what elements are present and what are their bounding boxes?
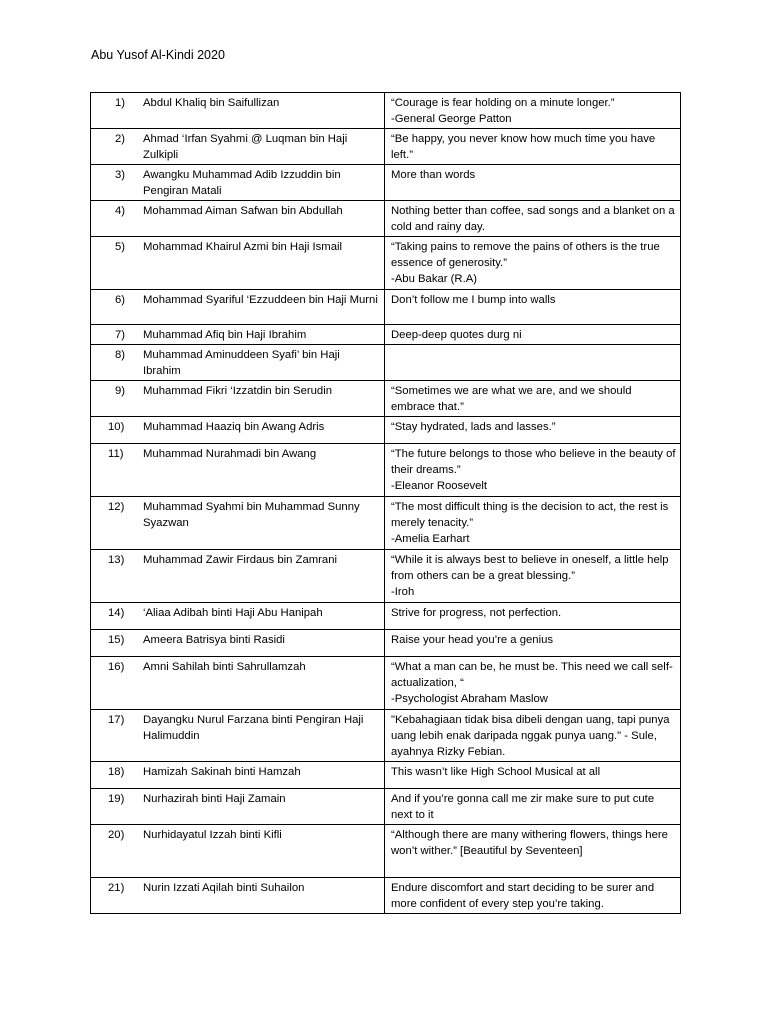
student-name-cell bbox=[91, 165, 385, 201]
student-name-cell bbox=[91, 603, 385, 630]
quote-cell: Don’t follow me I bump into walls bbox=[385, 290, 681, 325]
table-row bbox=[91, 630, 681, 657]
student-name: Muhammad Fikri ‘Izzatdin bin Serudin bbox=[143, 385, 332, 397]
student-name: Muhammad Syahmi bin Muhammad Sunny Syazwan bbox=[143, 501, 360, 529]
student-name-cell bbox=[91, 630, 385, 657]
row-number: 15) bbox=[108, 634, 125, 646]
row-number: 21) bbox=[108, 882, 125, 894]
student-name: Nurhidayatul Izzah binti Kifli bbox=[143, 829, 282, 841]
row-number: 1) bbox=[115, 97, 126, 109]
table-row bbox=[91, 93, 681, 129]
row-number: 13) bbox=[108, 554, 125, 566]
student-name-cell bbox=[91, 878, 385, 914]
student-name-cell bbox=[91, 345, 385, 381]
document-header: Abu Yusof Al-Kindi 2020 bbox=[91, 48, 225, 62]
student-name-cell bbox=[91, 762, 385, 789]
table-row bbox=[91, 657, 681, 710]
quote-cell: More than words bbox=[385, 165, 681, 201]
student-name-cell bbox=[91, 825, 385, 878]
quote-cell: Strive for progress, not perfection. bbox=[385, 603, 681, 630]
quote-cell: Nothing better than coffee, sad songs and a blanket on a cold and rainy day. bbox=[385, 201, 681, 237]
table-row bbox=[91, 762, 681, 789]
row-number: 11) bbox=[108, 448, 124, 460]
quote-cell: “Be happy, you never know how much time you have left.” bbox=[385, 129, 681, 165]
row-number: 8) bbox=[115, 349, 126, 361]
quotes-table-body bbox=[91, 93, 681, 914]
quote-cell: This wasn’t like High School Musical at all bbox=[385, 762, 681, 789]
table-row bbox=[91, 550, 681, 603]
table-row bbox=[91, 381, 681, 417]
quote-cell: “Courage is fear holding on a minute longer.” -General George Patton bbox=[385, 93, 681, 129]
table-row bbox=[91, 710, 681, 762]
row-number: 17) bbox=[108, 714, 125, 726]
student-name: Dayangku Nurul Farzana binti Pengiran Haji Halimuddin bbox=[143, 714, 364, 742]
quote-cell: “Sometimes we are what we are, and we should embrace that.” bbox=[385, 381, 681, 417]
quotes-table bbox=[90, 92, 681, 914]
student-name: Mohammad Aiman Safwan bin Abdullah bbox=[143, 205, 343, 217]
student-name: Abdul Khaliq bin Saifullizan bbox=[143, 97, 280, 109]
student-name-cell bbox=[91, 789, 385, 825]
student-name-cell bbox=[91, 325, 385, 345]
row-number: 16) bbox=[108, 661, 125, 673]
quote-cell: Deep-deep quotes durg ni bbox=[385, 325, 681, 345]
row-number: 10) bbox=[108, 421, 125, 433]
student-name-cell bbox=[91, 129, 385, 165]
table-row bbox=[91, 237, 681, 290]
quote-cell: “While it is always best to believe in oneself, a little help from others can be a great blessing.” -Iroh bbox=[385, 550, 681, 603]
row-number: 12) bbox=[108, 501, 125, 513]
row-number: 18) bbox=[108, 766, 125, 778]
student-name-cell bbox=[91, 657, 385, 710]
row-number: 4) bbox=[115, 205, 126, 217]
table-row bbox=[91, 165, 681, 201]
row-number: 9) bbox=[115, 385, 126, 397]
student-name-cell bbox=[91, 237, 385, 290]
table-row bbox=[91, 345, 681, 381]
table-row bbox=[91, 444, 681, 497]
student-name: Amni Sahilah binti Sahrullamzah bbox=[143, 661, 306, 673]
quote-cell: “Although there are many withering flowers, things here won’t wither.” [Beautiful by Seventeen] bbox=[385, 825, 681, 878]
row-number: 5) bbox=[115, 241, 126, 253]
quote-cell: “Stay hydrated, lads and lasses.” bbox=[385, 417, 681, 444]
row-number: 7) bbox=[115, 329, 126, 341]
quote-cell bbox=[385, 345, 681, 381]
student-name: Muhammad Afiq bin Haji Ibrahim bbox=[143, 329, 307, 341]
student-name: ‘Aliaa Adibah binti Haji Abu Hanipah bbox=[143, 607, 323, 619]
table-row bbox=[91, 129, 681, 165]
quote-cell: “The most difficult thing is the decision to act, the rest is merely tenacity.” -Amelia Earhart bbox=[385, 497, 681, 550]
student-name-cell bbox=[91, 201, 385, 237]
table-row bbox=[91, 825, 681, 878]
student-name: Nurhazirah binti Haji Zamain bbox=[143, 793, 286, 805]
student-name: Mohammad Syariful ‘Ezzuddeen bin Haji Murni bbox=[143, 294, 378, 306]
student-name-cell bbox=[91, 444, 385, 497]
student-name: Muhammad Zawir Firdaus bin Zamrani bbox=[143, 554, 337, 566]
student-name-cell bbox=[91, 290, 385, 325]
student-name-cell bbox=[91, 417, 385, 444]
quote-cell: Endure discomfort and start deciding to be surer and more confident of every step you’re taking. bbox=[385, 878, 681, 914]
table-row bbox=[91, 497, 681, 550]
table-row bbox=[91, 789, 681, 825]
student-name-cell bbox=[91, 381, 385, 417]
table-row bbox=[91, 325, 681, 345]
quote-cell: Raise your head you’re a genius bbox=[385, 630, 681, 657]
quote-cell: "Kebahagiaan tidak bisa dibeli dengan uang, tapi punya uang lebih enak daripada nggak punya uang." - Sule, ayahnya Rizky Febian. bbox=[385, 710, 681, 762]
student-name-cell bbox=[91, 550, 385, 603]
row-number: 2) bbox=[115, 133, 126, 145]
quote-cell: And if you’re gonna call me zir make sure to put cute next to it bbox=[385, 789, 681, 825]
table-row bbox=[91, 290, 681, 325]
student-name: Hamizah Sakinah binti Hamzah bbox=[143, 766, 301, 778]
quote-cell: “What a man can be, he must be. This need we call self-actualization, “ -Psychologist Abraham Maslow bbox=[385, 657, 681, 710]
student-name: Nurin Izzati Aqilah binti Suhailon bbox=[143, 882, 305, 894]
table-row bbox=[91, 603, 681, 630]
row-number: 3) bbox=[115, 169, 126, 181]
student-name-cell bbox=[91, 710, 385, 762]
quote-cell: “The future belongs to those who believe in the beauty of their dreams.” -Eleanor Roosevelt bbox=[385, 444, 681, 497]
student-name: Ameera Batrisya binti Rasidi bbox=[143, 634, 285, 646]
student-name-cell bbox=[91, 93, 385, 129]
row-number: 6) bbox=[115, 294, 126, 306]
table-row bbox=[91, 201, 681, 237]
row-number: 19) bbox=[108, 793, 125, 805]
quote-cell: “Taking pains to remove the pains of others is the true essence of generosity.” -Abu Bakar (R.A) bbox=[385, 237, 681, 290]
row-number: 20) bbox=[108, 829, 125, 841]
student-name-cell bbox=[91, 497, 385, 550]
student-name: Mohammad Khairul Azmi bin Haji Ismail bbox=[143, 241, 343, 253]
table-row bbox=[91, 417, 681, 444]
row-number: 14) bbox=[108, 607, 125, 619]
table-row bbox=[91, 878, 681, 914]
student-name: Muhammad Haaziq bin Awang Adris bbox=[143, 421, 325, 433]
student-name: Awangku Muhammad Adib Izzuddin bin Pengiran Matali bbox=[143, 169, 341, 197]
student-name: Muhammad Nurahmadi bin Awang bbox=[143, 448, 317, 460]
student-name: Muhammad Aminuddeen Syafi’ bin Haji Ibrahim bbox=[143, 349, 340, 377]
student-name: Ahmad ‘Irfan Syahmi @ Luqman bin Haji Zulkipli bbox=[143, 133, 348, 161]
